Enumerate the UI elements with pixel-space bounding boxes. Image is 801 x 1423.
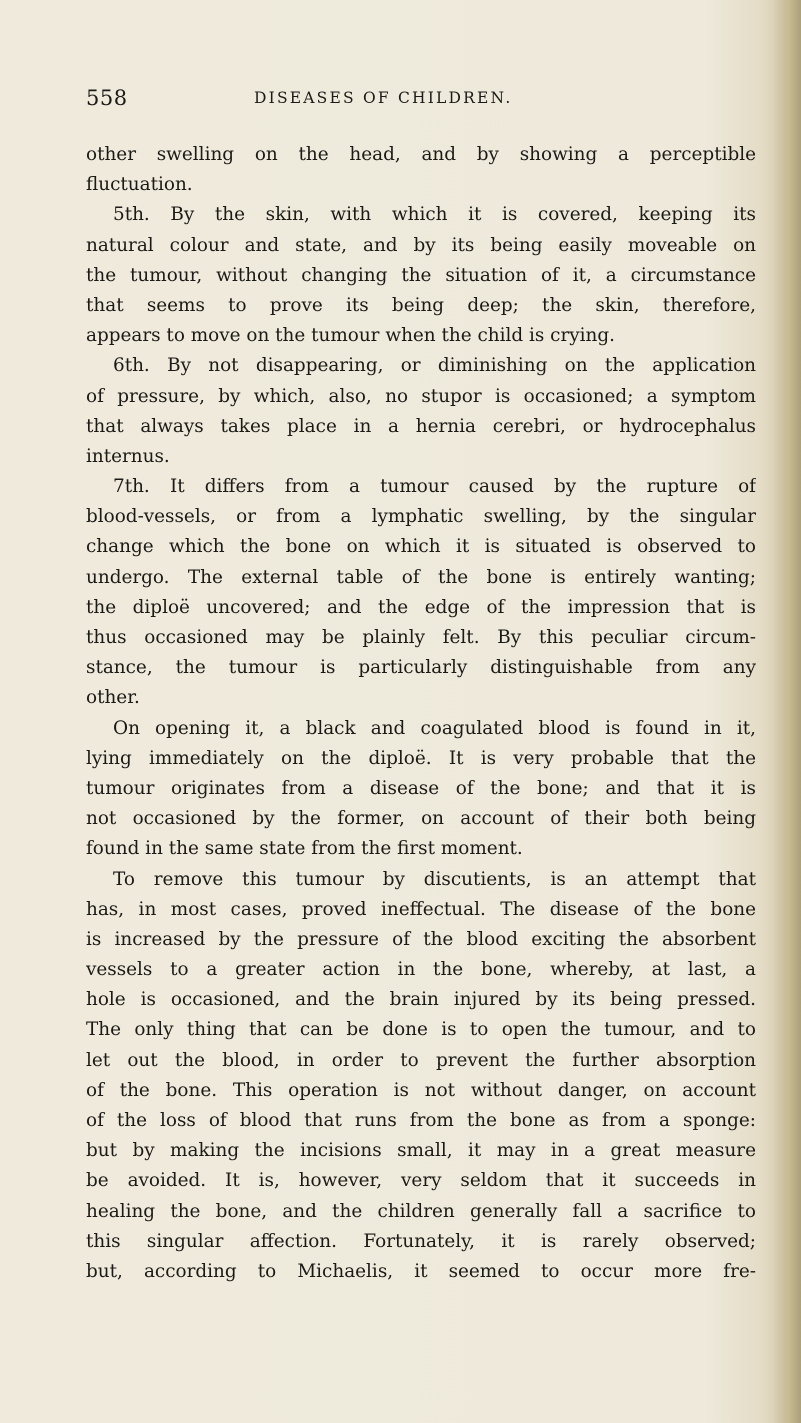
body-text (86, 140, 756, 1287)
text-line: thus occasioned may be plainly felt. By this peculiar circum- (86, 627, 756, 648)
text-line: lying immediately on the diploë. It is very probable that the (86, 747, 756, 769)
text-line: is increased by the pressure of the blood exciting the absorbent (86, 928, 756, 950)
text-line: fluctuation. (86, 174, 193, 196)
text-line: found in the same state from the first moment. (86, 838, 523, 860)
text-line: To remove this tumour by discutients, is an attempt that (113, 868, 756, 890)
text-line: 7th. It differs from a tumour caused by the rupture of (113, 476, 756, 498)
text-line: this singular affection. Fortunately, it is rarely observed; (86, 1230, 756, 1252)
text-line: that always takes place in a hernia cerebri, or hydrocephalus (86, 415, 756, 437)
text-line: undergo. The external table of the bone is entirely wanting; (86, 566, 756, 588)
text-line: other swelling on the head, and by showing a perceptible (86, 144, 756, 165)
text-line: has, in most cases, proved ineffectual. The disease of the bone (86, 898, 756, 920)
text-line: blood-vessels, or from a lymphatic swelling, by the singular (86, 506, 756, 528)
text-line: internus. (86, 445, 170, 467)
text-line: natural colour and state, and by its being easily moveable on (86, 234, 756, 256)
text-line: let out the blood, in order to prevent the further absorption (86, 1049, 756, 1071)
text-line: healing the bone, and the children generally fall a sacrifice to (86, 1200, 756, 1222)
page-number: 558 (86, 86, 128, 110)
text-line: 6th. By not disappearing, or diminishing on the application (113, 355, 756, 377)
text-line: vessels to a greater action in the bone, whereby, at last, a (86, 959, 756, 981)
text-line: change which the bone on which it is situated is observed to (86, 536, 756, 558)
text-line: of the loss of blood that runs from the bone as from a sponge: (86, 1110, 756, 1131)
text-line: 5th. By the skin, with which it is covered, keeping its (113, 204, 756, 226)
text-line: On opening it, a black and coagulated blood is found in it, (113, 717, 756, 739)
text-line: be avoided. It is, however, very seldom that it succeeds in (86, 1170, 756, 1192)
text-line: of pressure, by which, also, no stupor is occasioned; a symptom (86, 385, 756, 407)
text-line: hole is occasioned, and the brain injured by its being pressed. (86, 989, 756, 1011)
text-line: stance, the tumour is particularly distinguishable from any (86, 657, 756, 679)
text-line: but, according to Michaelis, it seemed to occur more fre- (86, 1260, 756, 1282)
running-head: DISEASES OF CHILDREN. (254, 89, 513, 107)
page-edge-stain (773, 0, 801, 1423)
page-header (86, 86, 776, 116)
text-line: The only thing that can be done is to open the tumour, and to (86, 1019, 756, 1041)
text-line: tumour originates from a disease of the bone; and that it is (86, 777, 756, 799)
text-line: but by making the incisions small, it may in a great measure (86, 1140, 756, 1162)
text-line: the tumour, without changing the situation of it, a circumstance (86, 264, 756, 286)
text-line: appears to move on the tumour when the child is crying. (86, 325, 615, 347)
text-line: the diploë uncovered; and the edge of the impression that is (86, 596, 756, 618)
text-line: of the bone. This operation is not without danger, on account (86, 1079, 756, 1101)
text-line: that seems to prove its being deep; the skin, therefore, (86, 294, 756, 316)
text-line: other. (86, 687, 140, 709)
text-line: not occasioned by the former, on account of their both being (86, 808, 756, 830)
